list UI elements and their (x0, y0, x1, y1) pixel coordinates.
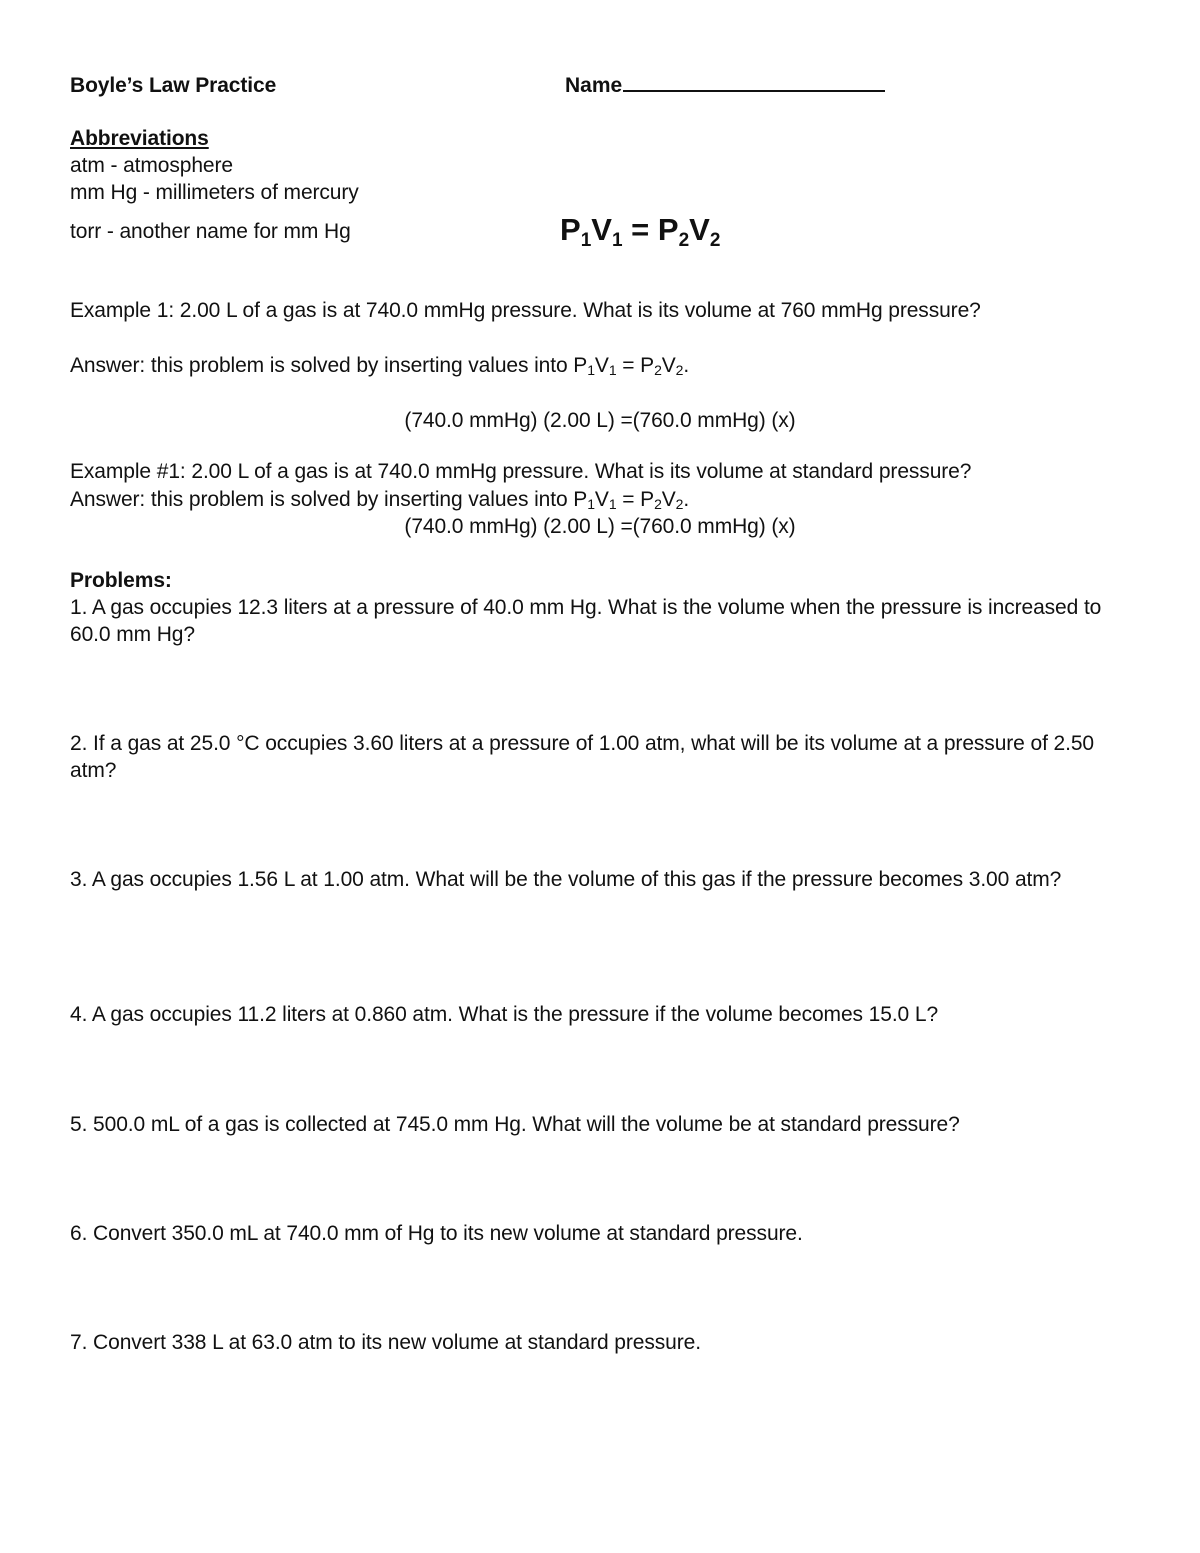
problem-2: 2. If a gas at 25.0 °C occupies 3.60 liters at a pressure of 1.00 atm, what will be its volume at a pressure of 2.50 atm? (70, 732, 1095, 782)
example-2-question: Example #1: 2.00 L of a gas is at 740.0 mmHg pressure. What is its volume at standard pressure? (70, 460, 972, 483)
boyles-law-formula: $P_1V_1 = P_2V_2$ (560, 212, 721, 251)
problem-6: 6. Convert 350.0 mL at 740.0 mm of Hg to its new volume at standard pressure. (70, 1222, 803, 1245)
name-label: Name (565, 74, 623, 97)
abbreviation-mmhg: mm Hg - millimeters of mercury (70, 181, 359, 204)
problem-3: 3. A gas occupies 1.56 L at 1.00 atm. What will be the volume of this gas if the pressure becomes 3.00 atm? (70, 868, 1062, 891)
example-1-equation: (740.0 mmHg) (2.00 L) =(760.0 mmHg) (x) (404, 409, 796, 432)
abbreviation-torr: torr - another name for mm Hg (70, 220, 351, 243)
example-1-answer: Answer: this problem is solved by inserting values into $P_1V_1 = P_2V_2$. (70, 354, 690, 378)
example-2-equation: (740.0 mmHg) (2.00 L) =(760.0 mmHg) (x) (404, 515, 796, 538)
example-2-answer: Answer: this problem is solved by inserting values into $P_1V_1 = P_2V_2$. (70, 488, 690, 512)
abbreviation-atm: atm - atmosphere (70, 154, 233, 177)
problem-5: 5. 500.0 mL of a gas is collected at 745.0 mm Hg. What will the volume be at standard pressure? (70, 1113, 960, 1136)
problem-4: 4. A gas occupies 11.2 liters at 0.860 atm. What is the pressure if the volume becomes 15.0 L? (70, 1003, 939, 1026)
abbreviations-heading: Abbreviations (70, 127, 209, 150)
problem-1: 1. A gas occupies 12.3 liters at a pressure of 40.0 mm Hg. What is the volume when the pressure is increased to 60.0 mm Hg? (70, 596, 1102, 646)
name-field[interactable] (565, 72, 885, 99)
worksheet-title: Boyle’s Law Practice (70, 74, 277, 97)
problems-heading: Problems: (70, 569, 172, 592)
example-1-question: Example 1: 2.00 L of a gas is at 740.0 mmHg pressure. What is its volume at 760 mmHg pressure? (70, 299, 981, 322)
problem-7: 7. Convert 338 L at 63.0 atm to its new volume at standard pressure. (70, 1331, 701, 1354)
name-blank-line (623, 72, 885, 92)
